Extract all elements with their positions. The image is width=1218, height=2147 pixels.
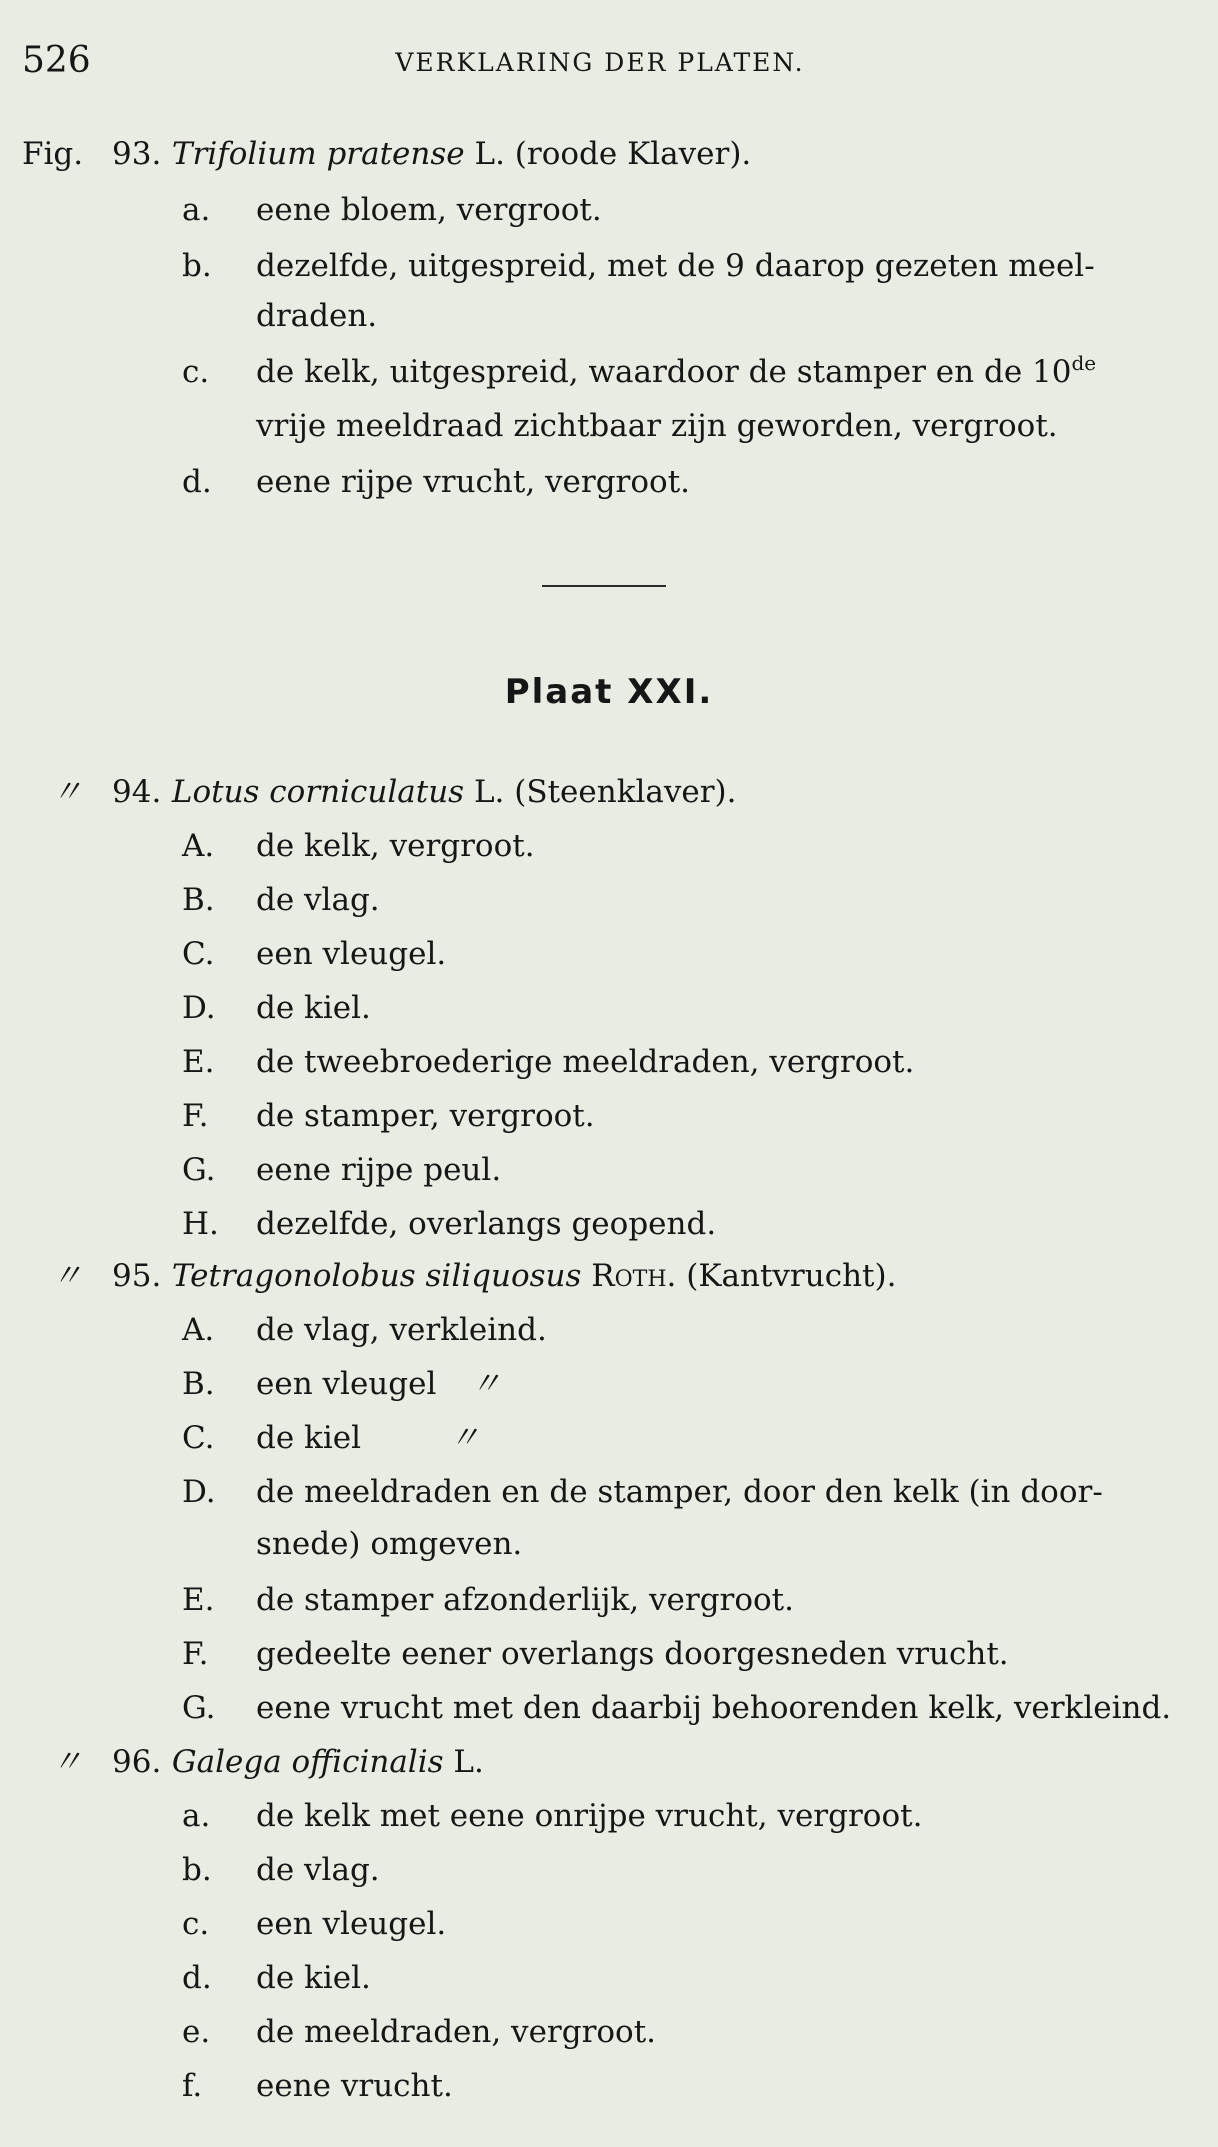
author: L. (473, 774, 505, 810)
fig-94-item: E. de tweebroederige meeldraden, vergroot. (182, 1044, 915, 1080)
fig-93-item-a: a. eene bloem, vergroot. (182, 192, 602, 228)
species-name: Tetragonolobus siliquosus (171, 1258, 582, 1294)
plate-heading: Plaat XXI. (504, 672, 714, 712)
fig-93-item-b-cont: draden. (256, 298, 378, 334)
fig-94-item: C. een vleugel. (182, 936, 447, 972)
fig-93-item-c-cont: vrije meeldraad zichtbaar zijn geworden, vergroot. (256, 408, 1058, 444)
fig-93-item-b: b. dezelfde, uitgespreid, met de 9 daarop gezeten meel- (182, 248, 1095, 284)
fig-96-item: c. een vleugel. (182, 1906, 447, 1942)
fig-95-item-G: G. eene vrucht met den daarbij behoorenden kelk, verkleind. (182, 1690, 1172, 1726)
fig-94-item: A. de kelk, vergroot. (182, 828, 535, 864)
fig-96-heading (22, 1742, 484, 1782)
section-divider (542, 585, 666, 587)
fig-94-item: H. dezelfde, overlangs geopend. (182, 1206, 717, 1242)
fig-95-item-A: A. de vlag, verkleind. (182, 1312, 547, 1348)
fig-95-item-D-cont: snede) omgeven. (256, 1526, 523, 1562)
running-head: VERKLARING DER PLATEN. (395, 48, 805, 77)
fig-number: 93. (112, 136, 162, 172)
fig-96-item: d. de kiel. (182, 1960, 371, 1996)
superscript: de (1071, 351, 1097, 375)
fig-95-heading (22, 1256, 896, 1296)
fig-93-item-c: c. de kelk, uitgespreid, waardoor de stamper en de 10de (182, 351, 1097, 390)
fig-93-item-d: d. eene rijpe vrucht, vergroot. (182, 464, 691, 500)
author: L. (453, 1744, 484, 1780)
fig-94-item: B. de vlag. (182, 882, 380, 918)
ditto-mark: 〃 (51, 1258, 83, 1294)
common-name: (Steenklaver). (514, 774, 737, 810)
fig-93-heading (22, 134, 751, 174)
fig-number: 96. (112, 1744, 162, 1780)
fig-94-item: D. de kiel. (182, 990, 371, 1026)
fig-prefix: Fig. (22, 136, 84, 172)
species-name: Galega officinalis (171, 1744, 444, 1780)
ditto-mark: 〃 (449, 1420, 481, 1456)
fig-96-item: f. eene vrucht. (182, 2068, 453, 2104)
author: L. (474, 136, 505, 172)
fig-96-item: a. de kelk met eene onrijpe vrucht, vergroot. (182, 1798, 923, 1834)
fig-95-item-E: E. de stamper afzonderlijk, vergroot. (182, 1582, 794, 1618)
common-name: (Kantvrucht). (686, 1258, 897, 1294)
author: Roth. (591, 1258, 677, 1294)
fig-number: 95. (112, 1258, 162, 1294)
species-name: Trifolium pratense (171, 136, 465, 172)
fig-94-item: F. de stamper, vergroot. (182, 1098, 595, 1134)
fig-94-heading (22, 772, 737, 812)
page-header (22, 40, 1178, 90)
common-name: (roode Klaver). (514, 136, 752, 172)
page-number: 526 (22, 40, 91, 81)
ditto-mark: 〃 (470, 1366, 502, 1402)
fig-number: 94. (112, 774, 162, 810)
fig-96-item: e. de meeldraden, vergroot. (182, 2014, 657, 2050)
fig-95-item-B: B. een vleugel 〃 (182, 1366, 502, 1402)
ditto-mark: 〃 (51, 774, 83, 810)
species-name: Lotus corniculatus (171, 774, 465, 810)
fig-94-item: G. eene rijpe peul. (182, 1152, 502, 1188)
fig-95-item-D: D. de meeldraden en de stamper, door den kelk (in door- (182, 1474, 1103, 1510)
fig-96-item: b. de vlag. (182, 1852, 380, 1888)
fig-95-item-C: C. de kiel 〃 (182, 1420, 481, 1456)
fig-95-item-F: F. gedeelte eener overlangs doorgesneden vrucht. (182, 1636, 1009, 1672)
ditto-mark: 〃 (51, 1744, 83, 1780)
